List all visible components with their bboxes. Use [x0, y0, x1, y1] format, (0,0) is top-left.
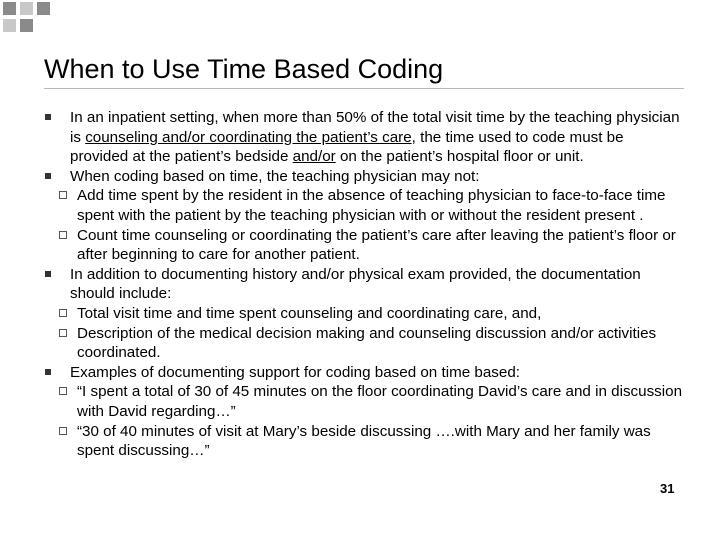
sub-bullet-text: Count time counseling or coordinating the patient’s care after leaving the patient’s floor or after beginning to care for another patient. [77, 226, 676, 264]
hollow-square-icon [59, 387, 67, 395]
corner-square [3, 2, 16, 15]
corner-square [3, 19, 16, 32]
hollow-square-icon [59, 309, 67, 317]
bullet-item [44, 108, 684, 167]
square-bullet-icon [45, 271, 51, 277]
sub-bullet-text: Add time spent by the resident in the absence of teaching physician to face-to-face time spent with the patient by the teaching physician with or without the resident present . [77, 187, 666, 224]
bullet-text: , the time used to code must be provided at the patient’s bedside [70, 128, 624, 166]
sub-bullet-text: Total visit time and time spent counseling and coordinating care, and, [77, 304, 542, 322]
hollow-square-icon [59, 231, 67, 239]
hollow-square-icon [59, 329, 67, 337]
sub-bullet-item [44, 226, 684, 265]
corner-square [20, 19, 33, 32]
sub-bullet-item [44, 324, 684, 363]
bullet-text: Examples of documenting support for coding based on time based: [70, 363, 520, 381]
sub-bullet-text: “I spent a total of 30 of 45 minutes on the floor coordinating David’s care and in discussion with David regarding…” [77, 383, 683, 420]
bullet-text: In an inpatient setting, when more than 50% of the total visit time by the teaching physician is [70, 109, 680, 146]
sub-bullet-item [44, 304, 684, 324]
hollow-square-icon [59, 191, 67, 199]
title-divider [44, 88, 684, 89]
hollow-square-icon [59, 427, 67, 435]
corner-decoration [0, 0, 70, 40]
bullet-text: on the patient’s hospital floor or unit. [335, 148, 584, 166]
slide-body [44, 108, 684, 461]
bullet-item [44, 265, 684, 304]
corner-square [20, 2, 33, 15]
bullet-text: When coding based on time, the teaching physician may not: [70, 167, 480, 185]
underlined-text: and/or [292, 148, 336, 166]
corner-square [37, 2, 50, 15]
sub-bullet-text: Description of the medical decision making and counseling discussion and/or activities coordinated. [77, 324, 657, 362]
sub-bullet-item [44, 186, 684, 225]
sub-bullet-text: “30 of 40 minutes of visit at Mary’s beside discussing ….with Mary and her family was spent discussing…” [77, 422, 651, 460]
page-number: 31 [660, 481, 675, 496]
slide-title: When to Use Time Based Coding [44, 54, 444, 84]
sub-bullet-item [44, 422, 684, 461]
bullet-item [44, 363, 684, 383]
square-bullet-icon [45, 369, 51, 375]
sub-bullet-item [44, 382, 684, 421]
square-bullet-icon [45, 173, 51, 179]
bullet-text: In addition to documenting history and/or physical exam provided, the documentation should include: [70, 265, 641, 303]
bullet-item [44, 167, 684, 187]
underlined-text: counseling and/or coordinating the patient’s care [85, 128, 412, 146]
square-bullet-icon [45, 114, 51, 120]
